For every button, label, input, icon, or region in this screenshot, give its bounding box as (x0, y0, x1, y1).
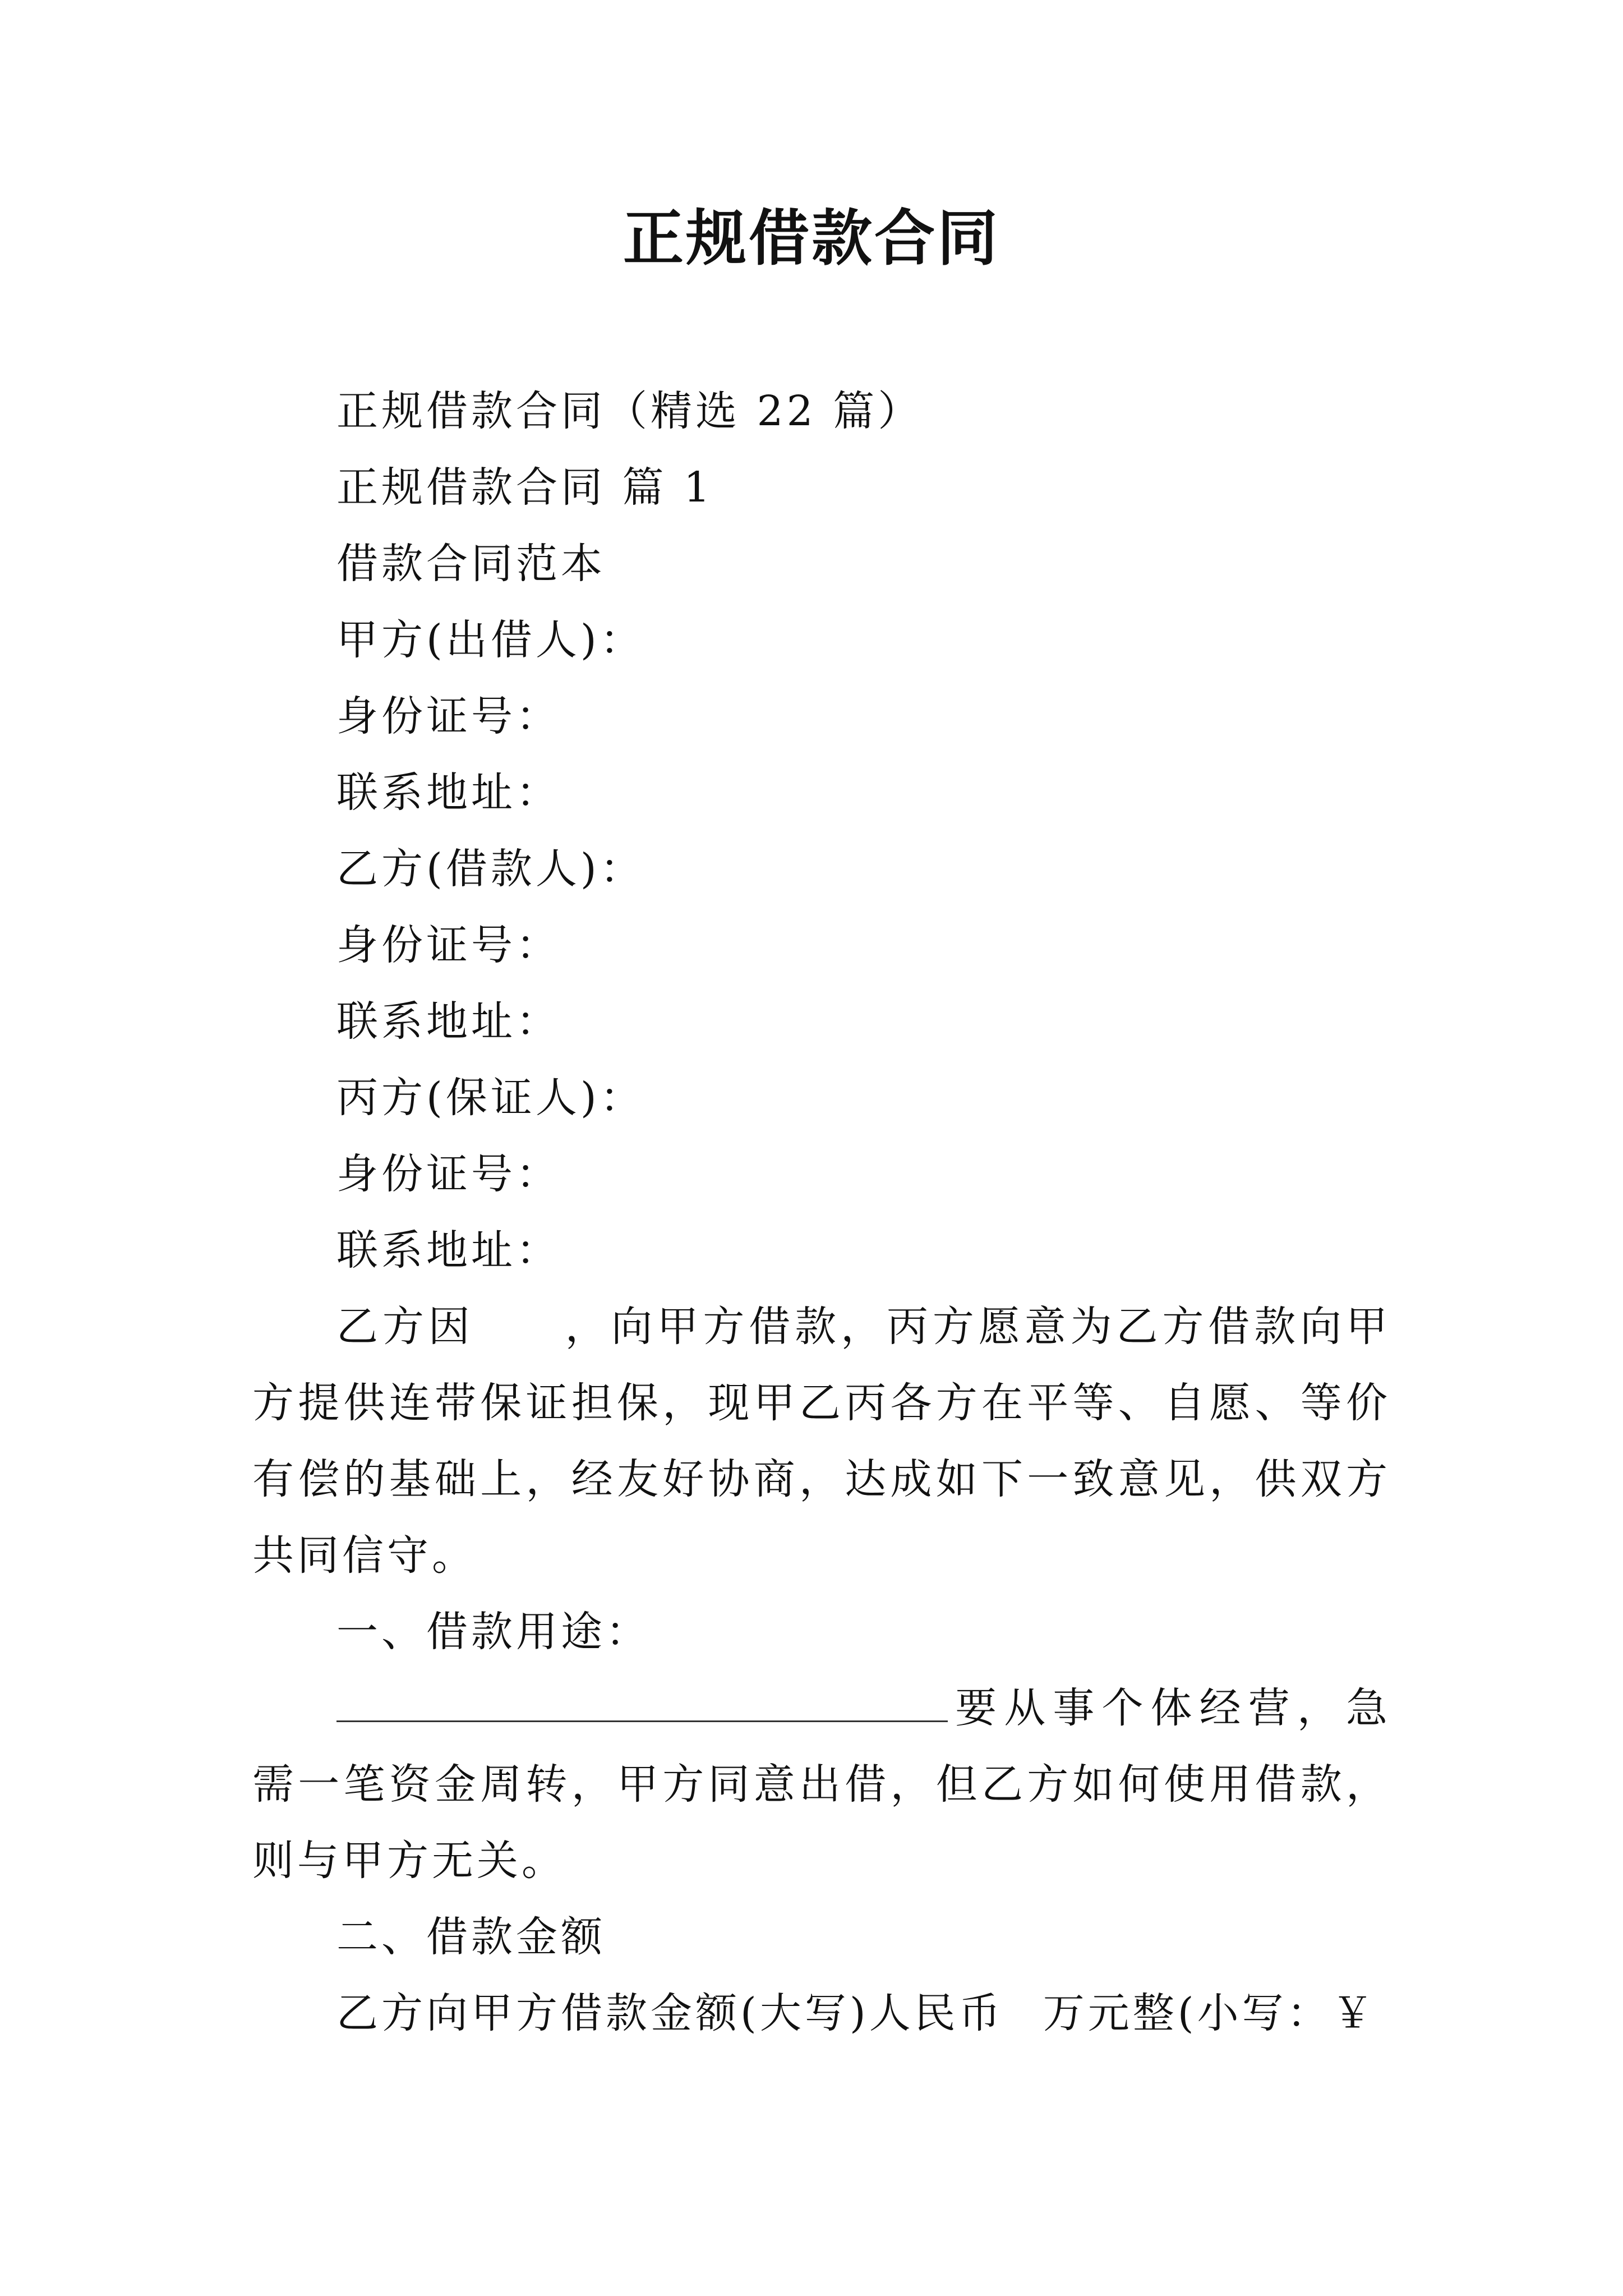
amount-text-rest: 万元整(小写：￥ (1043, 1989, 1377, 2037)
party-a-id-label: 身份证号： (336, 692, 561, 740)
party-b-id-label: 身份证号： (336, 921, 561, 969)
party-b-label: 乙方(借款人)： (336, 845, 645, 893)
party-a-address-label: 联系地址： (336, 769, 561, 817)
purpose-underline-blank (336, 1687, 948, 1722)
section2-amount-line (252, 1975, 1391, 2051)
party-c-label: 丙方(保证人)： (336, 1074, 645, 1122)
party-a-label: 甲方(出借人)： (336, 616, 645, 664)
document-body (252, 373, 1391, 2051)
party-c-address-label: 联系地址： (336, 1226, 561, 1274)
section1-heading: 一、借款用途： (336, 1608, 651, 1656)
template-name: 借款合同范本 (336, 540, 606, 588)
heading-collection: 正规借款合同（精选 22 篇） (336, 387, 923, 435)
heading-article: 正规借款合同 篇 1 (336, 463, 714, 512)
intro-text-start: 乙方因 (336, 1303, 474, 1351)
amount-text-start: 乙方向甲方借款金额(大写)人民币 (336, 1989, 1004, 2037)
section1-text: 要从事个体经营，急需一笔资金周转，甲方同意出借，但乙方如何使用借款，则与甲方无关。 (252, 1684, 1391, 1885)
document-title: 正规借款合同 (623, 203, 1000, 274)
intro-paragraph (252, 1289, 1391, 1594)
section2-heading: 二、借款金额 (336, 1913, 606, 1961)
intro-text-rest: ，向甲方借款，丙方愿意为乙方借款向甲方提供连带保证担保，现甲乙丙各方在平等、自愿、等价有偿的基础上，经友好协商，达成如下一致意见，供双方共同信守。 (252, 1303, 1391, 1580)
section1-paragraph (252, 1670, 1391, 1899)
party-c-id-label: 身份证号： (336, 1150, 561, 1198)
party-b-address-label: 联系地址： (336, 997, 561, 1046)
